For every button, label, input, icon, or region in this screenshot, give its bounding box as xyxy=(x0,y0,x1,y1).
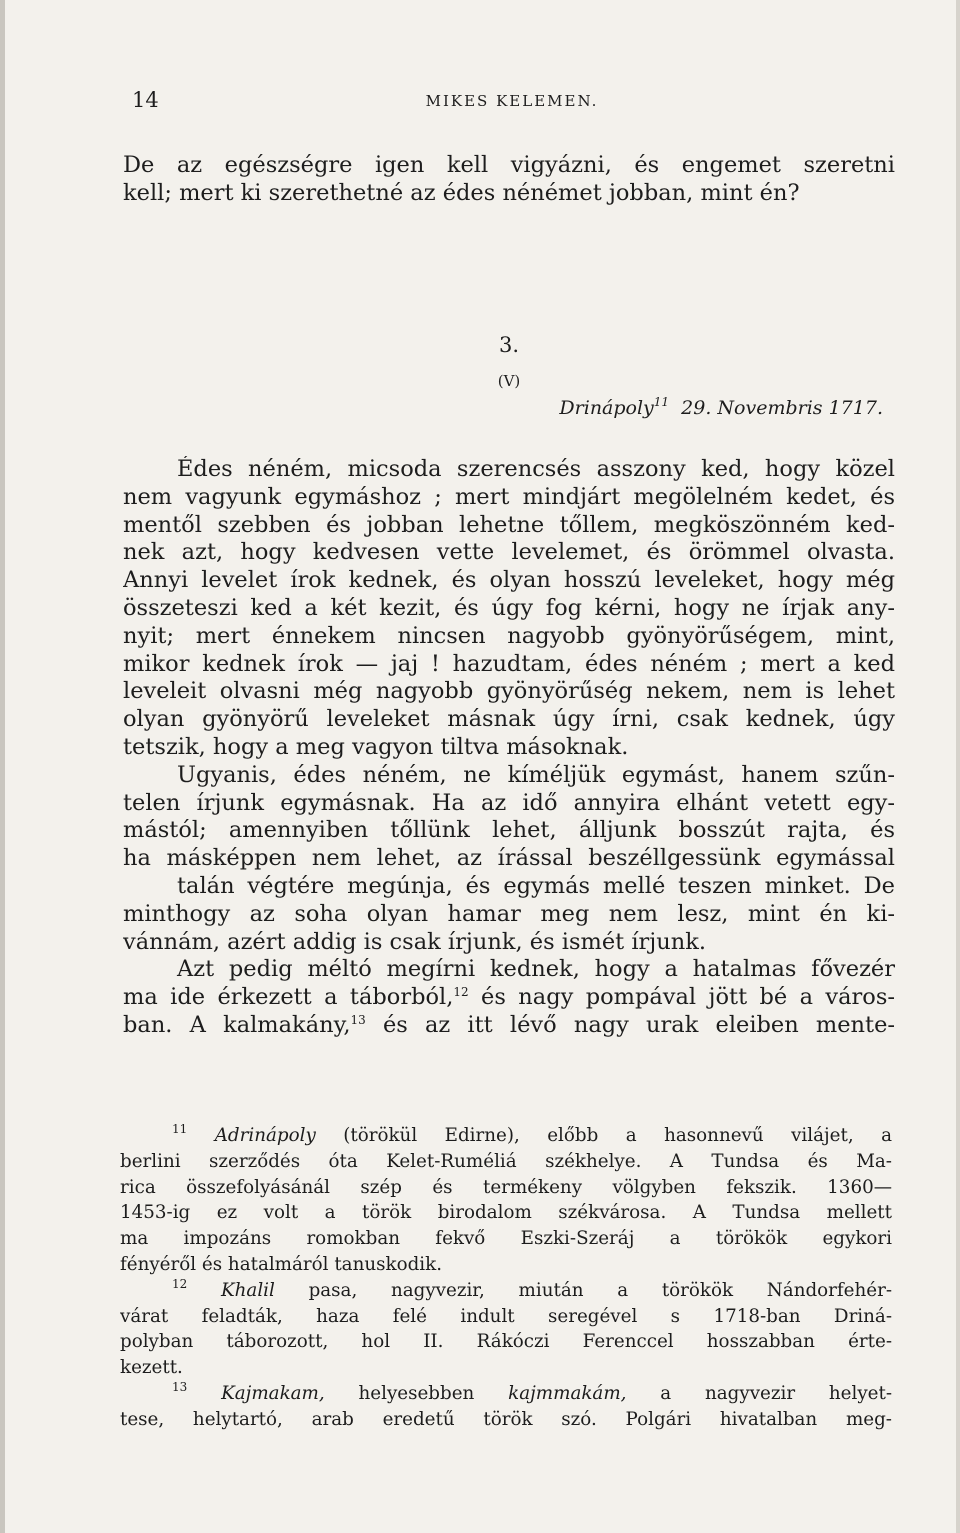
line-text: mentől szebben és jobban lehetne tőllem, megköszönném ked- xyxy=(123,511,895,538)
footnote-ref: 12 xyxy=(453,985,469,1000)
letter-roman-number: (V) xyxy=(497,372,521,390)
page-edge-right xyxy=(956,0,960,1533)
footnote-text: rica összefolyásánál szép és termékeny völgyben fekszik. 1360— xyxy=(120,1176,892,1198)
letter-heading xyxy=(123,327,895,419)
footnote-line xyxy=(120,1381,892,1407)
text-line xyxy=(123,595,895,623)
line-text: olyan gyönyörű leveleket másnak úgy írni, csak kednek, úgy xyxy=(123,706,895,733)
footnote-text: pasa, nagyvezir, miután a törökök Nándorfehér- xyxy=(274,1279,892,1301)
text-line xyxy=(123,929,895,957)
text-line xyxy=(123,678,895,706)
footnote-line xyxy=(120,1123,892,1149)
text-line xyxy=(123,817,895,845)
text-line xyxy=(123,456,895,484)
line-text: vánnám, azért addig is csak írjunk, és ismét írjunk. xyxy=(123,928,707,955)
footnote-number: 12 xyxy=(172,1277,188,1291)
footnote-ref: 11 xyxy=(653,395,670,409)
footnote-text: várat feladták, haza felé indult seregével s 1718-ban Driná- xyxy=(120,1305,892,1327)
line-text: Ugyanis, édes néném, ne kíméljük egymást, hanem szűn- xyxy=(177,761,895,788)
line-text-cont: és nagy pompával jött bé a város- xyxy=(468,984,895,1011)
footnote-line xyxy=(120,1355,892,1381)
footnote-text: 1453-ig ez volt a török birodalom székvárosa. A Tundsa mellett xyxy=(120,1202,892,1224)
line-text: leveleit olvasni még nagyobb gyönyörűség nekem, nem is lehet xyxy=(123,678,895,705)
footnote-text: (törökül Edirne), előbb a hasonnevű vilájet, a xyxy=(315,1125,892,1146)
footnote-line xyxy=(120,1304,892,1330)
letter-number: 3. xyxy=(498,333,520,357)
text-line xyxy=(123,790,895,818)
line-text: nyit; mert énnekem nincsen nagyobb gyönyörűségem, mint, xyxy=(123,622,895,649)
text-line xyxy=(123,651,895,679)
footnote-text-cont: a nagyvezir helyet- xyxy=(626,1382,892,1404)
line-text: Azt pedig méltó megírni kednek, hogy a hatalmas fővezér xyxy=(177,956,895,983)
text-line xyxy=(123,1012,895,1040)
running-head: MIKES KELEMEN. xyxy=(425,92,599,110)
text-line xyxy=(123,539,895,567)
footnote-line xyxy=(120,1226,892,1252)
page-edge-left xyxy=(0,0,5,1533)
text-line xyxy=(123,567,895,595)
line-text: nem vagyunk egymáshoz ; mert mindjárt megölelném kedet, és xyxy=(123,483,895,510)
text-line xyxy=(123,873,895,901)
line-text: ban. A kalmakány, xyxy=(123,1011,351,1038)
footnote-number: 13 xyxy=(172,1380,188,1394)
page-number: 14 xyxy=(132,88,159,112)
dateline xyxy=(123,397,895,419)
footnotes xyxy=(120,1123,892,1433)
text-line xyxy=(123,484,895,512)
footnote-text: kezett. xyxy=(120,1357,183,1379)
line-text: ma ide érkezett a táborból, xyxy=(123,984,454,1011)
footnote-term: kajmmakám, xyxy=(508,1382,627,1404)
text-line: kell; mert ki szerethetné az édes nénémet jobban, mint én? xyxy=(123,179,800,206)
dateline-date: 29. Novembris 1717. xyxy=(681,397,883,419)
text-line xyxy=(123,512,895,540)
line-text: Édes néném, micsoda szerencsés asszony ked, hogy közel xyxy=(177,456,895,482)
footnote-line xyxy=(120,1149,892,1175)
line-text: tetszik, hogy a meg vagyon tiltva másoknak. xyxy=(123,733,629,760)
footnote-line xyxy=(120,1407,892,1433)
line-text: mikor kednek írok — jaj ! hazudtam, édes néném ; mert a ked xyxy=(123,650,895,677)
footnote-term: Kajmakam, xyxy=(221,1382,325,1404)
text-line xyxy=(123,901,895,929)
text-line xyxy=(123,956,895,984)
line-text: telen írjunk egymásnak. Ha az idő annyira elhánt vetett egy- xyxy=(123,789,895,816)
footnote-text: tese, helytartó, arab eredetű török szó. Polgári hivatalban meg- xyxy=(120,1408,892,1430)
line-text: Annyi levelet írok kednek, és olyan hosszú leveleket, hogy még xyxy=(123,567,895,594)
line-text-cont: és az itt lévő nagy urak eleiben mente- xyxy=(365,1011,895,1038)
footnote-line xyxy=(120,1329,892,1355)
text-line xyxy=(123,734,895,762)
text-line xyxy=(123,623,895,651)
text-line: De az egészségre igen kell vigyázni, és engemet szeretni xyxy=(123,152,895,178)
line-text: nek azt, hogy kedvesen vette levelemet, és örömmel olvasta. xyxy=(123,539,895,566)
footnote-line xyxy=(120,1252,892,1278)
text-line xyxy=(123,984,895,1012)
text-line xyxy=(123,845,895,873)
footnote-line xyxy=(120,1200,892,1226)
text-line xyxy=(123,762,895,790)
footnote-ref: 13 xyxy=(350,1012,366,1027)
footnote-term: Adrinápoly xyxy=(214,1125,316,1146)
footnote-text: ma impozáns romokban fekvő Eszki-Szeráj a törökök egykori xyxy=(120,1228,892,1250)
line-text: talán végtére megúnja, és egymás mellé teszen minket. De xyxy=(177,872,895,899)
dateline-place: Drinápoly xyxy=(559,397,654,419)
footnote-text: berlini szerződés óta Kelet-Ruméliá székhelye. A Tundsa és Ma- xyxy=(120,1150,892,1172)
letter-body xyxy=(123,456,895,1040)
line-text: mástól; amennyiben tőllünk lehet, álljunk bosszút rajta, és xyxy=(123,817,895,844)
line-text: minthogy az soha olyan hamar meg nem lesz, mint én ki- xyxy=(123,900,895,927)
footnote xyxy=(120,1123,892,1278)
footnote-text: polyban táborozott, hol II. Rákóczi Ferenccel hosszabban érte- xyxy=(120,1331,892,1353)
footnote-line xyxy=(120,1175,892,1201)
footnote-term: Khalil xyxy=(221,1279,275,1301)
footnote-line xyxy=(120,1278,892,1304)
text-line xyxy=(123,706,895,734)
footnote-number: 11 xyxy=(172,1123,188,1136)
line-text: ha másképpen nem lehet, az írással beszéllgessünk egymással xyxy=(123,845,895,872)
intro-paragraph xyxy=(123,152,895,208)
line-text: összeteszi ked a két kezit, és úgy fog kérni, hogy ne írjak any- xyxy=(123,594,895,621)
page-header xyxy=(132,88,892,118)
footnote xyxy=(120,1278,892,1381)
footnote-text: helyesebben xyxy=(324,1382,509,1404)
footnote-text: fényéről és hatalmáról tanuskodik. xyxy=(120,1253,443,1275)
footnote xyxy=(120,1381,892,1433)
